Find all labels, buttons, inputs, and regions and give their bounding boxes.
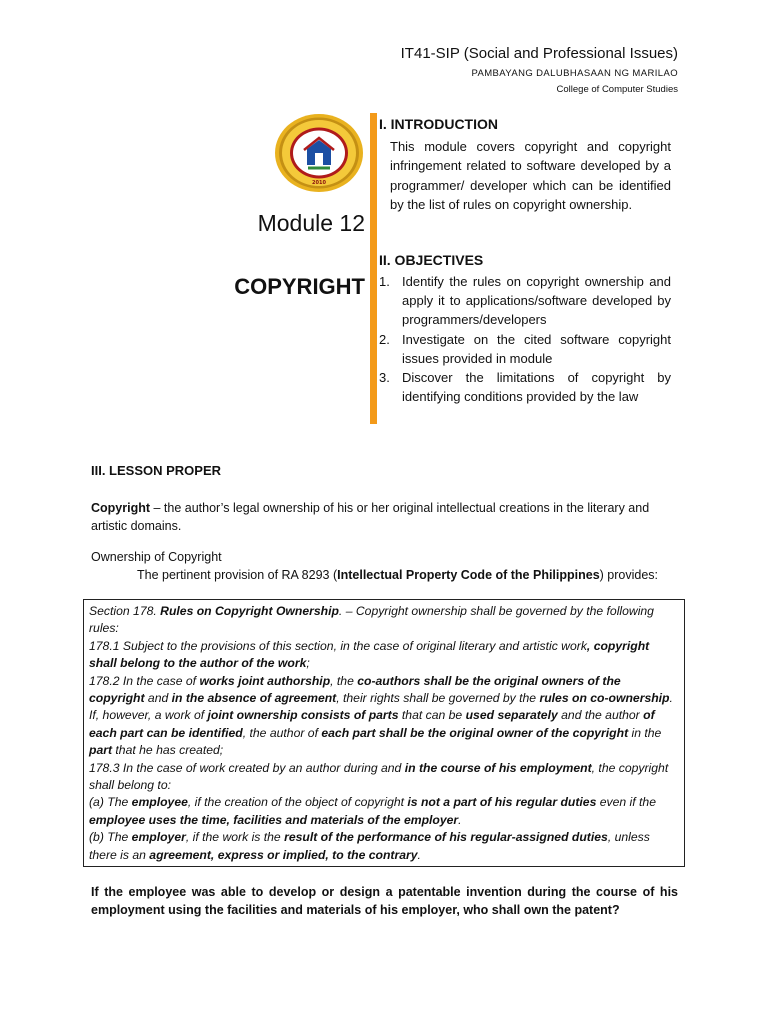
pertinent-after: ) provides: bbox=[599, 568, 659, 582]
objective-text: Investigate on the cited software copyright issues provided in module bbox=[402, 331, 671, 366]
objective-text: Identify the rules on copyright ownership and apply it to applications/software developed by programmers/developers bbox=[402, 274, 671, 328]
svg-text:2010: 2010 bbox=[312, 180, 326, 186]
patent-question: If the employee was able to develop or design a patentable invention during the course of his employment using the facilities and materials of his employer, who shall own the patent? bbox=[91, 885, 678, 917]
college-seal-logo bbox=[274, 113, 364, 193]
section-178-heading: Section 178. Rules on Copyright Ownership. – Copyright ownership shall be governed by the following rules: bbox=[89, 604, 654, 636]
lesson-heading: III. LESSON PROPER bbox=[91, 463, 222, 478]
copyright-definition bbox=[91, 499, 678, 535]
objective-number: 3. bbox=[379, 370, 390, 386]
rule-178-1: 178.1 Subject to the provisions of this section, in the case of original literary and artistic work, copyright shall belong to the author of the work; bbox=[89, 638, 650, 671]
introduction-heading: I. INTRODUCTION bbox=[379, 116, 498, 132]
objective-number: 1. bbox=[379, 274, 390, 289]
rule-178-3-b: (b) The employer, if the work is the result of the performance of his regular-assigned duties, unless there is an agreement, express or implied, to the contrary. bbox=[89, 830, 650, 862]
definition-term: Copyright bbox=[91, 501, 151, 515]
objective-item bbox=[379, 330, 671, 368]
orange-divider-bar bbox=[370, 113, 377, 424]
objective-item bbox=[379, 272, 671, 330]
pertinent-law-name: Intellectual Property Code of the Philippines bbox=[337, 568, 600, 582]
definition-text: – the author’s legal ownership of his or her original intellectual creations in the literary and artistic domains. bbox=[91, 501, 650, 533]
objectives-heading: II. OBJECTIVES bbox=[379, 252, 484, 268]
rule-178-3: 178.3 In the case of work created by an author during and in the course of his employment, the copyright shall belong to: bbox=[89, 760, 669, 793]
pertinent-before: The pertinent provision of RA 8293 ( bbox=[137, 568, 338, 582]
course-title: IT41-SIP (Social and Professional Issues) bbox=[400, 45, 678, 62]
objective-number: 2. bbox=[379, 331, 390, 347]
ownership-heading: Ownership of Copyright bbox=[91, 550, 222, 564]
module-number: Module 12 bbox=[257, 210, 365, 236]
objective-item bbox=[379, 368, 671, 406]
pertinent-provision bbox=[137, 568, 658, 582]
module-title: COPYRIGHT bbox=[234, 274, 365, 299]
school-name: PAMBAYANG DALUBHASAAN NG MARILAO bbox=[471, 68, 678, 79]
college-name: College of Computer Studies bbox=[556, 84, 678, 95]
section-178-box bbox=[83, 599, 685, 867]
objective-text: Discover the limitations of copyright by identifying conditions provided by the law bbox=[402, 370, 671, 405]
objectives-list bbox=[379, 272, 671, 406]
rule-178-3-a: (a) The employee, if the creation of the object of copyright is not a part of his regular duties even if the employee uses the time, facilities and materials of the employer. bbox=[89, 795, 656, 827]
introduction-text: This module covers copyright and copyright infringement related to software developed by a programmer/ developer which can be identified by the list of rules on copyright ownership. bbox=[390, 139, 671, 213]
rule-178-2: 178.2 In the case of works joint authorship, the co-authors shall be the original owners of the copyright and in the absence of agreement, their rights shall be governed by the rules on co-ownership. If, however, a work of joint ownership consists of parts that can be used separately and the author of each part can be identified, the author of each part shall be the original owner of the copyright in the part that he has created; bbox=[89, 673, 673, 758]
